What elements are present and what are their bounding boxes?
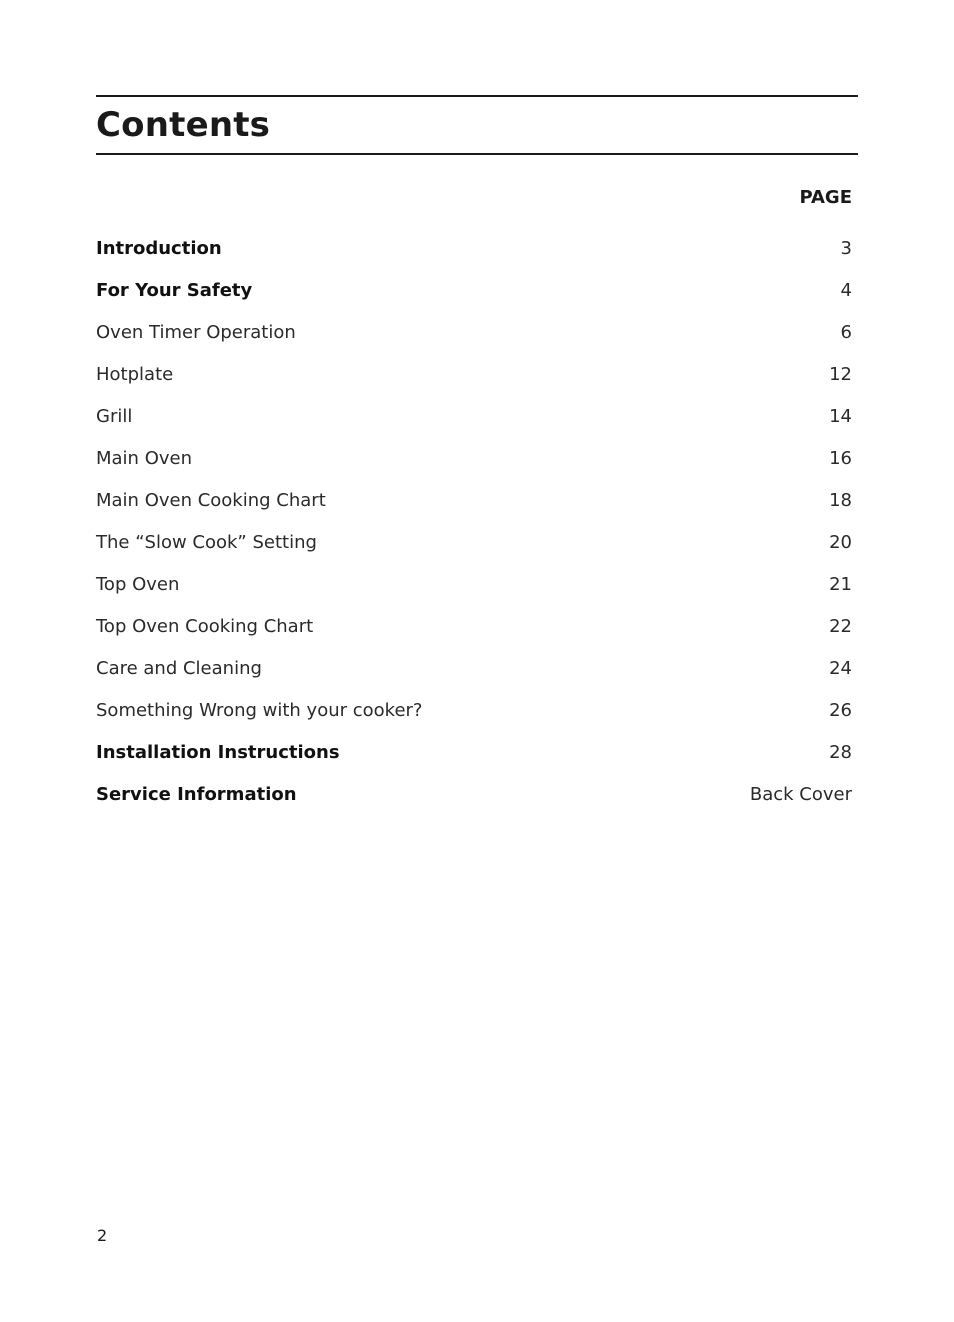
toc-entry[interactable]: [96, 774, 852, 816]
toc-entry-label: Introduction: [96, 238, 222, 259]
toc-entry-page: 4: [840, 280, 852, 301]
toc-entry[interactable]: [96, 354, 852, 396]
toc-entry-page: 28: [829, 742, 852, 763]
toc-entry[interactable]: [96, 690, 852, 732]
toc-entry-label: Something Wrong with your cooker?: [96, 700, 423, 721]
toc-entry[interactable]: [96, 522, 852, 564]
toc-entry-label: Main Oven: [96, 448, 192, 469]
toc-entry-page: 16: [829, 448, 852, 469]
page-title: Contents: [96, 105, 271, 145]
title-block: [96, 95, 858, 155]
toc-entry[interactable]: [96, 270, 852, 312]
toc-entry-page: 6: [840, 322, 852, 343]
toc-entry-label: Hotplate: [96, 364, 174, 385]
toc-entry[interactable]: [96, 480, 852, 522]
table-of-contents: [96, 228, 852, 816]
toc-entry-page: 24: [829, 658, 852, 679]
toc-entry[interactable]: [96, 732, 852, 774]
toc-entry-label: Installation Instructions: [96, 742, 340, 763]
toc-entry[interactable]: [96, 438, 852, 480]
toc-entry-label: Grill: [96, 406, 133, 427]
toc-entry-page: 20: [829, 532, 852, 553]
toc-entry-label: For Your Safety: [96, 280, 253, 301]
toc-entry-label: Top Oven: [96, 574, 180, 595]
page-number: 2: [97, 1226, 108, 1245]
toc-entry-page: Back Cover: [749, 784, 852, 805]
toc-entry-label: Top Oven Cooking Chart: [96, 616, 314, 637]
toc-entry[interactable]: [96, 606, 852, 648]
toc-entry-label: Main Oven Cooking Chart: [96, 490, 326, 511]
toc-entry-page: 26: [829, 700, 852, 721]
toc-entry-page: 22: [829, 616, 852, 637]
toc-entry-label: Oven Timer Operation: [96, 322, 296, 343]
toc-entry-page: 3: [840, 238, 852, 259]
toc-entry[interactable]: [96, 396, 852, 438]
toc-entry-page: 21: [829, 574, 852, 595]
toc-entry-label: Service Information: [96, 784, 297, 805]
toc-entry[interactable]: [96, 228, 852, 270]
page-column-header: PAGE: [799, 187, 852, 208]
toc-entry-label: Care and Cleaning: [96, 658, 262, 679]
toc-entry-page: 18: [829, 490, 852, 511]
toc-entry-page: 12: [829, 364, 852, 385]
toc-entry[interactable]: [96, 648, 852, 690]
toc-entry-page: 14: [829, 406, 852, 427]
toc-entry[interactable]: [96, 564, 852, 606]
toc-entry-label: The “Slow Cook” Setting: [96, 532, 317, 553]
toc-entry[interactable]: [96, 312, 852, 354]
